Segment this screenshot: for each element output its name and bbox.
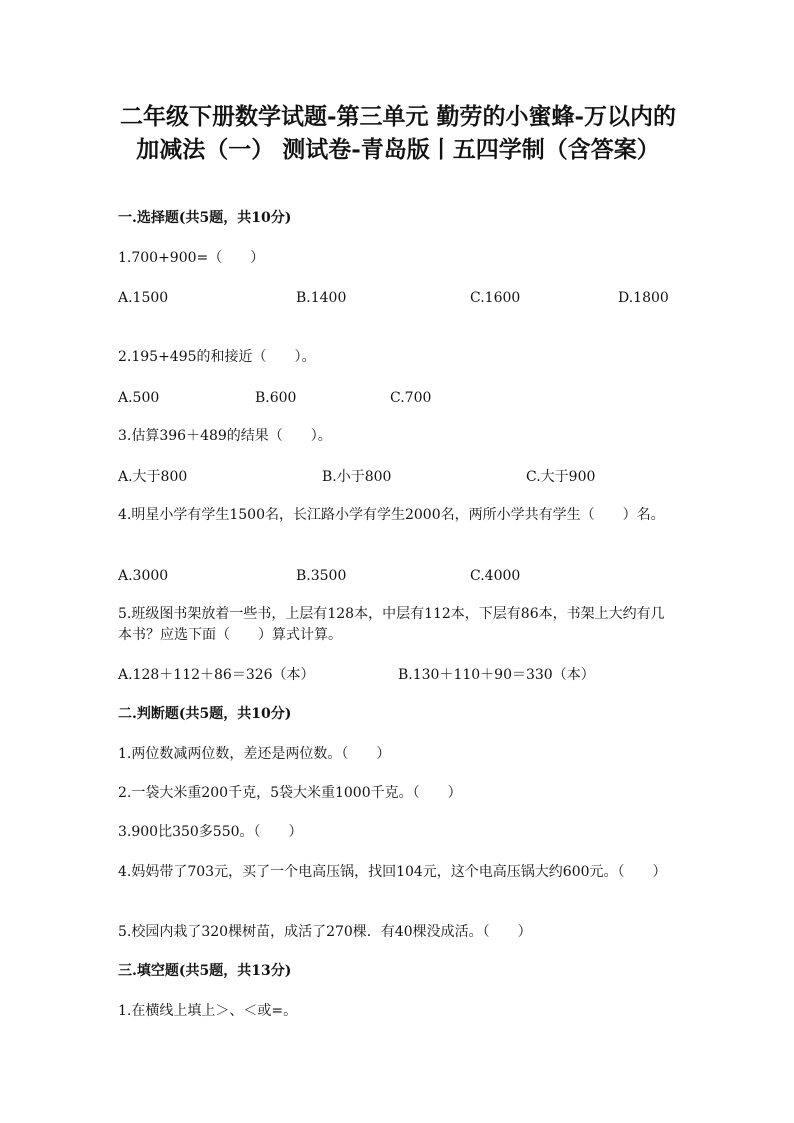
question-text: 3.估算396＋489的结果（ ）。 (118, 428, 332, 444)
document-title: 二年级下册数学试题-第三单元 勤劳的小蜜蜂-万以内的加减法（一） 测试卷-青岛版丨五四学制（含答案） (119, 103, 677, 163)
question-text: 5.校园内栽了320棵树苗，成活了270棵．有40棵没成活。（ ） (118, 924, 532, 940)
question-text: 1.700+900=（ ） (118, 250, 265, 266)
question-text: 1.两位数减两位数，差还是两位数。（ ） (118, 746, 391, 762)
option: A.128＋112＋86＝326（本） (118, 667, 315, 683)
option: C.1600 (470, 290, 521, 306)
option: B.130＋110＋90＝330（本） (398, 667, 595, 683)
option: B.600 (255, 390, 297, 406)
question-text: 2.195+495的和接近（ ）。 (118, 349, 316, 365)
option: B.1400 (296, 290, 347, 306)
option: A.1500 (118, 290, 169, 306)
option: D.1800 (618, 290, 669, 306)
option: C.700 (390, 390, 432, 406)
section-heading-fill: 三.填空题(共5题，共13分) (118, 963, 292, 979)
question-text: 3.900比350多550。（ ） (118, 824, 303, 840)
option: A.500 (118, 390, 160, 406)
section-heading-judgment: 二.判断题(共5题，共10分) (118, 706, 292, 722)
option: B.3500 (296, 568, 347, 584)
question-text: 5.班级图书架放着一些书，上层有128本，中层有112本，下层有86本，书架上大约有几本书？应选下面（ ）算式计算。 (118, 606, 665, 643)
question-text: 1.在横线上填上＞、＜或=。 (118, 1003, 298, 1019)
option: B.小于800 (322, 469, 392, 485)
question-text: 4.明星小学有学生1500名，长江路小学有学生2000名，两所小学共有学生（ ）名。 (118, 507, 665, 523)
section-heading-choice: 一.选择题(共5题，共10分) (118, 210, 292, 226)
option: C.4000 (470, 568, 521, 584)
option: A.3000 (118, 568, 169, 584)
question-text: 2.一袋大米重200千克，5袋大米重1000千克。（ ） (118, 785, 462, 801)
option: A.大于800 (118, 469, 188, 485)
option: C.大于900 (526, 469, 596, 485)
question-text: 4.妈妈带了703元，买了一个电高压锅，找回104元，这个电高压锅大约600元。（ ） (118, 864, 667, 880)
